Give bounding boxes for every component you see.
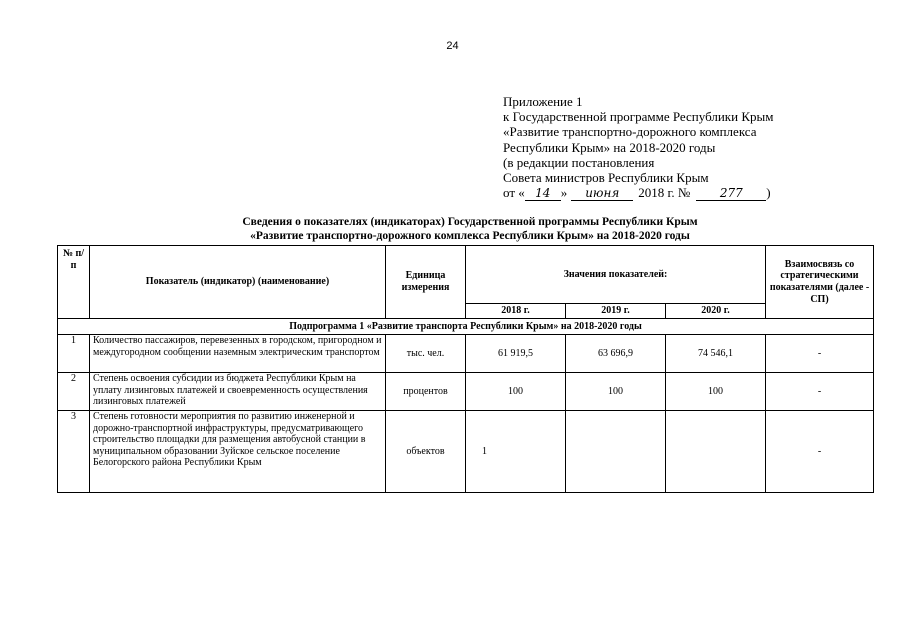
date-suffix: ) bbox=[766, 185, 771, 201]
row-indicator: Степень освоения субсидии из бюджета Республики Крым на уплату лизинговых платежей и своевременность осуществления лизинговых платежей bbox=[90, 373, 386, 411]
table-row bbox=[58, 335, 874, 373]
table-row bbox=[58, 373, 874, 411]
row-num: 1 bbox=[58, 335, 90, 373]
header-year-2020: 2020 г. bbox=[666, 304, 766, 319]
subprogram-row bbox=[58, 319, 874, 335]
handwritten-month: июня bbox=[571, 187, 633, 201]
row-indicator: Количество пассажиров, перевезенных в городском, пригородном и междугородном сообщении наземным электрическим транспортом bbox=[90, 335, 386, 373]
indicators-table bbox=[57, 245, 874, 493]
title-line-1: Сведения о показателях (индикаторах) Государственной программы Республики Крым bbox=[242, 216, 698, 228]
header-link: Взаимосвязь со стратегическими показателями (далее - СП) bbox=[766, 246, 874, 319]
date-mid: » bbox=[560, 185, 568, 201]
row-value-2020: 74 546,1 bbox=[666, 335, 766, 373]
appendix-line: к Государственной программе Республики Крым bbox=[503, 109, 774, 125]
document-title bbox=[0, 215, 905, 243]
header-unit: Единица измерения bbox=[386, 246, 466, 319]
table-row bbox=[58, 411, 874, 493]
row-unit: объектов bbox=[386, 411, 466, 493]
date-prefix: от « bbox=[503, 185, 525, 201]
header-year-2018: 2018 г. bbox=[466, 304, 566, 319]
row-value-2018: 100 bbox=[466, 373, 566, 411]
date-year: 2018 г. № bbox=[638, 185, 691, 201]
appendix-line: (в редакции постановления bbox=[503, 154, 655, 170]
header-indicator: Показатель (индикатор) (наименование) bbox=[90, 246, 386, 319]
row-link: - bbox=[766, 373, 874, 411]
page-number: 24 bbox=[446, 40, 459, 52]
row-link: - bbox=[766, 411, 874, 493]
table-header-row bbox=[58, 246, 874, 304]
row-value-2018: 61 919,5 bbox=[466, 335, 566, 373]
row-unit: тыс. чел. bbox=[386, 335, 466, 373]
appendix-block bbox=[503, 94, 773, 201]
row-value-2020: 100 bbox=[666, 373, 766, 411]
row-value-2019: 100 bbox=[566, 373, 666, 411]
subprogram-title: Подпрограмма 1 «Развитие транспорта Республики Крым» на 2018-2020 годы bbox=[58, 319, 874, 335]
header-values: Значения показателей: bbox=[466, 246, 766, 304]
row-num: 2 bbox=[58, 373, 90, 411]
row-value-2019 bbox=[566, 411, 666, 493]
row-value-2020 bbox=[666, 411, 766, 493]
appendix-line: Республики Крым» на 2018-2020 годы bbox=[503, 139, 716, 155]
handwritten-number: 277 bbox=[696, 187, 766, 201]
row-value-2018: 1 bbox=[466, 411, 566, 493]
row-link: - bbox=[766, 335, 874, 373]
resolution-date-line bbox=[503, 185, 773, 201]
appendix-line: Приложение 1 bbox=[503, 94, 583, 109]
row-value-2019: 63 696,9 bbox=[566, 335, 666, 373]
appendix-line: Совета министров Республики Крым bbox=[503, 170, 709, 186]
header-num: № п/п bbox=[58, 246, 90, 319]
handwritten-day: 14 bbox=[525, 187, 561, 201]
title-line-2: «Развитие транспортно-дорожного комплекса Республики Крым» на 2018-2020 годы bbox=[250, 230, 690, 242]
row-unit: процентов bbox=[386, 373, 466, 411]
appendix-line: «Развитие транспортно-дорожного комплекса bbox=[503, 124, 757, 140]
row-num: 3 bbox=[58, 411, 90, 493]
header-year-2019: 2019 г. bbox=[566, 304, 666, 319]
row-indicator: Степень готовности мероприятия по развитию инженерной и дорожно-транспортной инфраструктуры, предусматривающего строительство площадки для размещения автобусной станции в муниципальном образовании Зуйское сельское поселение Белогорского района Республики Крым bbox=[90, 411, 386, 493]
